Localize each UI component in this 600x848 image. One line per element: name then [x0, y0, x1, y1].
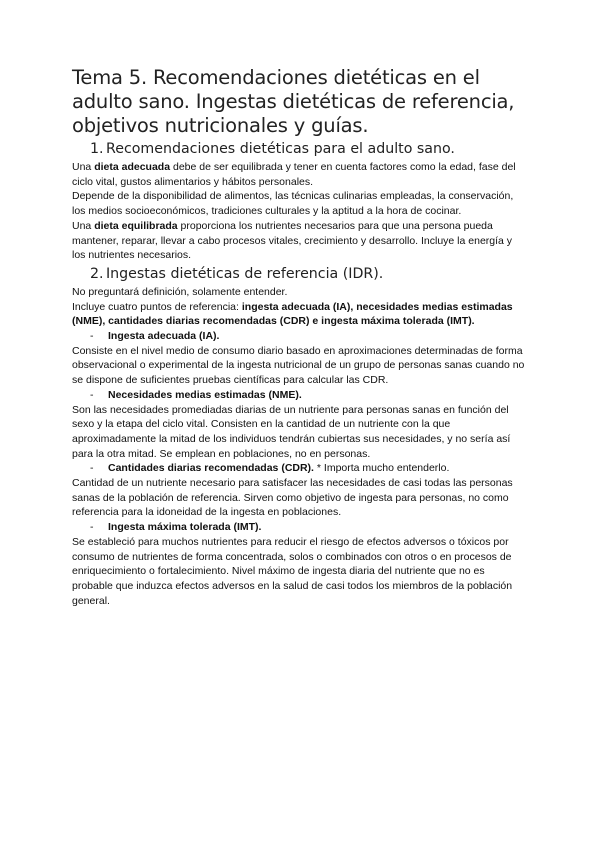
section-2-paragraph-1: No preguntará definición, solamente entender.: [72, 285, 288, 298]
paragraph-rest: proporciona los nutrientes necesarios para que una persona pueda mantener, reparar, llevar a cabo procesos vitales, crecimiento y desarrollo. Incluye la energía y los nutrientes necesarios.: [72, 219, 513, 262]
document-page: [72, 66, 528, 608]
section-1-number: 1.: [90, 141, 104, 157]
bullet-label-wrap: [108, 461, 449, 476]
section-1-title: Recomendaciones dietéticas para el adulto sano.: [106, 141, 455, 157]
bullet-item-cdr: [72, 461, 528, 476]
bullet-item-nme: [72, 388, 528, 403]
bullet-dash: -: [90, 521, 94, 534]
bullet-dash: -: [90, 330, 94, 343]
bullet-item-ia: [72, 329, 528, 344]
section-1-paragraph-3: [72, 219, 528, 263]
section-2-title: Ingestas dietéticas de referencia (IDR).: [106, 265, 384, 282]
bullet-dash: -: [90, 388, 94, 401]
bullet-description-nme: Son las necesidades promediadas diarias de un nutriente para personas sanas en función del sexo y la etapa del ciclo vital. Consisten en la cantidad de un nutriente con la que aproximadamente la mitad de los individuos tendrán cubiertas sus necesidades, y no sería así para la otra mitad. Se emplean en poblaciones, no en personas.: [72, 403, 511, 460]
document-title: Tema 5. Recomendaciones dietéticas en el adulto sano. Ingestas dietéticas de referencia, objetivos nutricionales y guías.: [72, 66, 515, 137]
paragraph-rest: debe de ser equilibrada y tener en cuenta factores como la edad, fase del ciclo vital, gustos alimentarios y hábitos personales.: [72, 161, 516, 188]
term-dieta-equilibrada: dieta equilibrada: [94, 219, 178, 232]
bullet-note: * Importa mucho entenderlo.: [313, 462, 450, 475]
section-2-paragraph-2: [72, 300, 528, 329]
bullet-description-ia: Consiste en el nivel medio de consumo diario basado en aproximaciones determinadas de forma observacional o experimental de la ingesta nutricional de un grupo de personas sanas cuando no se dispone de suficientes pruebas científicas para calcular las CDR.: [72, 344, 525, 387]
section-1-heading: [72, 140, 528, 158]
section-2-number: 2.: [90, 265, 104, 282]
paragraph-prefix: Incluye cuatro puntos de referencia:: [72, 300, 242, 313]
paragraph-prefix: Una: [72, 219, 95, 232]
bullet-label-wrap: [108, 520, 261, 535]
paragraph-prefix: Una: [72, 161, 95, 173]
bullet-description-cdr: Cantidad de un nutriente necesario para satisfacer las necesidades de casi todas las personas sanas de la población de referencia. Sirven como objetivo de ingesta para personas, no como referencia para la idoneidad de la ingesta en poblaciones.: [72, 477, 513, 519]
bullet-label: Necesidades medias estimadas (NME).: [108, 388, 302, 401]
bullet-dash: -: [90, 462, 94, 475]
bullet-label-wrap: [108, 329, 219, 344]
bullet-item-imt: [72, 520, 528, 535]
reference-points-list: ingesta adecuada (IA), necesidades medias estimadas (NME), cantidades diarias recomendadas (CDR) e ingesta máxima tolerada (IMT).: [72, 300, 513, 328]
section-1-paragraph-2: Depende de la disponibilidad de alimentos, las técnicas culinarias empleadas, la conservación, los medios socioeconómicos, tradiciones culturales y la aptitud a la hora de cocinar.: [72, 190, 514, 218]
term-dieta-adecuada: dieta adecuada: [94, 161, 171, 173]
bullet-label: Ingesta adecuada (IA).: [108, 330, 220, 343]
bullet-label: Cantidades diarias recomendadas (CDR).: [108, 462, 314, 475]
section-2-heading: [72, 265, 528, 283]
bullet-label-wrap: [108, 388, 302, 403]
section-1-paragraph-1: [72, 160, 528, 189]
bullet-label: Ingesta máxima tolerada (IMT).: [108, 521, 262, 534]
bullet-description-imt: Se estableció para muchos nutrientes para reducir el riesgo de efectos adversos o tóxicos por consumo de nutrientes de forma concentrada, solos o combinados con otros o en procesos de enriquecimiento o fortalecimiento. Nivel máximo de ingesta diaria del nutriente que no es probable que induzca efectos adversos en la salud de casi todos los miembros de la población general.: [72, 535, 513, 607]
